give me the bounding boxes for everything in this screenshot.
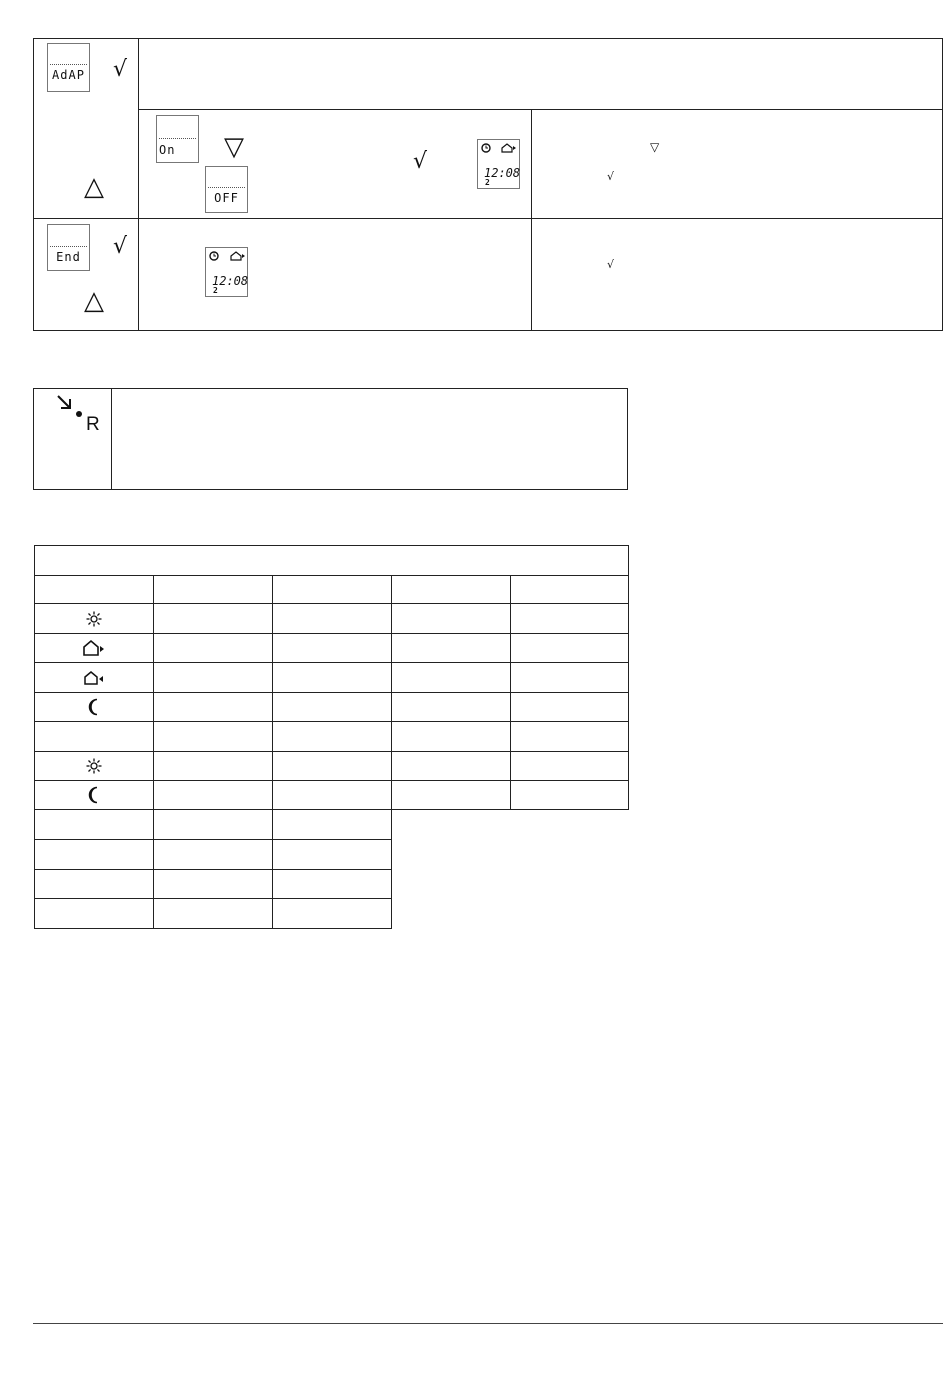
down-arrow-small-icon: ▽	[650, 140, 660, 154]
clock-time: 12:08	[212, 274, 249, 288]
lcd-clock-display-2	[205, 247, 248, 297]
up-arrow-icon: △	[84, 286, 104, 316]
check-small-icon: √	[607, 258, 615, 271]
moon-icon	[34, 693, 153, 721]
moon-icon	[34, 781, 153, 809]
check-icon: √	[113, 234, 128, 259]
clock-icon	[209, 251, 219, 261]
house-arrive-icon	[34, 634, 153, 662]
footer-rule	[33, 1323, 943, 1324]
lcd-off-display: OFF	[205, 166, 248, 213]
house-arrive-icon	[501, 143, 517, 153]
up-arrow-icon: △	[84, 172, 104, 202]
house-leave-icon	[34, 663, 153, 692]
lcd-on-display: On	[156, 115, 199, 163]
clock-day: 2	[213, 286, 218, 295]
lcd-clock-display	[477, 139, 520, 189]
lcd-end-display: End	[47, 224, 90, 271]
reset-letter: R	[86, 414, 100, 435]
lcd-adap-display: AdAP	[47, 43, 90, 92]
clock-icon	[481, 143, 491, 153]
check-icon: √	[413, 149, 428, 174]
reset-dot-icon	[76, 411, 82, 417]
check-icon: √	[113, 57, 128, 82]
down-arrow-icon: ▽	[224, 132, 244, 162]
house-arrive-icon	[230, 251, 246, 261]
clock-day: 2	[485, 178, 490, 187]
check-small-icon: √	[607, 170, 615, 183]
clock-time: 12:08	[484, 166, 521, 180]
press-arrow-icon	[56, 394, 74, 412]
sun-icon	[34, 604, 153, 633]
sun-icon	[34, 752, 153, 780]
